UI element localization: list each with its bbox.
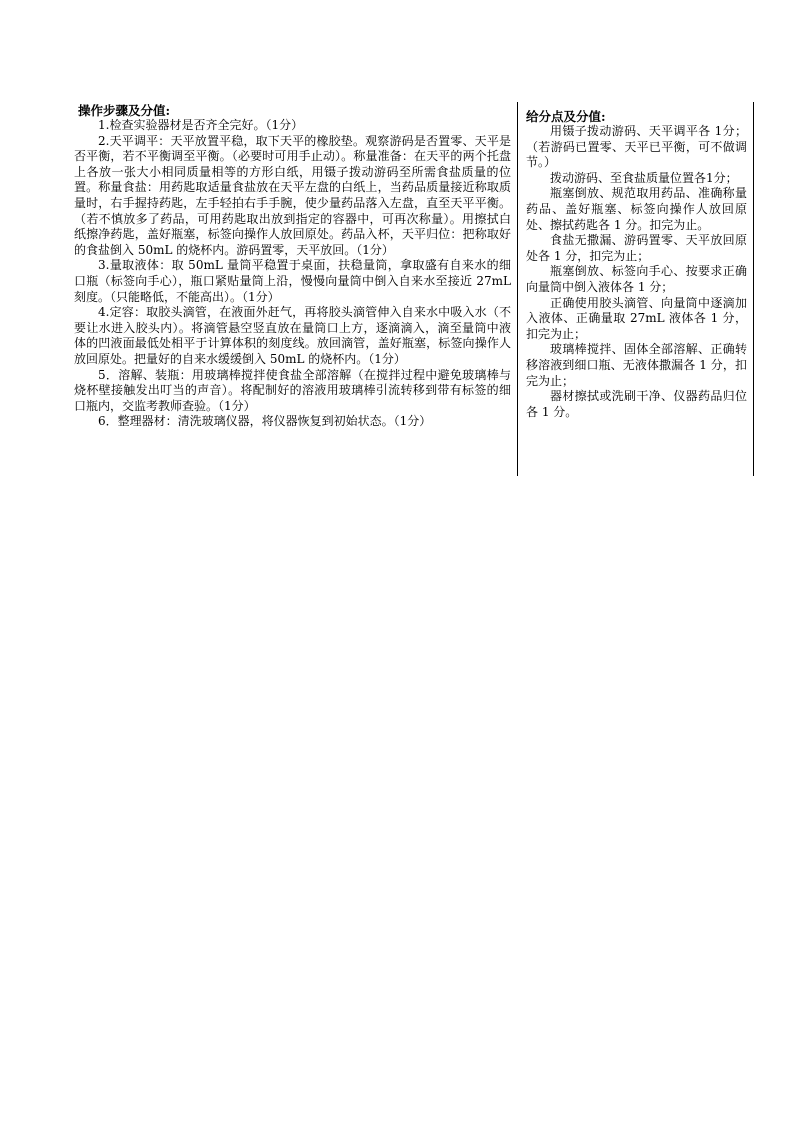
operation-steps-column (72, 102, 518, 476)
score-point-7: 玻璃棒搅拌、固体全部溶解、正确转移溶液到细口瓶、无液体撒漏各 1 分，扣完为止； (526, 342, 747, 388)
score-point-1: 用镊子拨动游码、天平调平各 1分；（若游码已置零、天平已平衡，可不做调节。） (526, 124, 747, 170)
scoring-points-heading: 给分点及分值: (526, 109, 606, 124)
scoring-table (72, 102, 754, 476)
score-point-5: 瓶塞倒放、标签向手心、按要求正确向量筒中倒入液体各 1 分； (526, 264, 747, 294)
step-1: 1.检查实验器材是否齐全完好。（1分） (98, 118, 304, 132)
step-3: 3.量取液体：取 50mL 量筒平稳置于桌面，扶稳量筒，拿取盛有自来水的细口瓶（标签向手心），瓶口紧贴量筒上沿，慢慢向量筒中倒入自来水至接近 27mL 刻度。（只能略低，不能高出）。（1分） (74, 258, 511, 304)
step-5: 5．溶解、装瓶：用玻璃棒搅拌使食盐全部溶解（在搅拌过程中避免玻璃棒与烧杯壁接触发出叮当的声音）。将配制好的溶液用玻璃棒引流转移到带有标签的细口瓶内，交监考教师查验。（1分） (74, 367, 511, 413)
score-point-8: 器材擦拭或洗刷干净、仪器药品归位各 1 分。 (526, 389, 747, 419)
step-4: 4.定容：取胶头滴管，在液面外赶气，再将胶头滴管伸入自来水中吸入水（不要让水进入胶头内）。将滴管悬空竖直放在量筒口上方，逐滴滴入，滴至量筒中液体的凹液面最低处相平于计算体积的刻度线。放回滴管，盖好瓶塞，标签向操作人放回原处。把量好的自来水缓缓倒入 50mL 的烧杯内。（1分） (74, 305, 511, 366)
operation-steps-heading: 操作步骤及分值: (78, 103, 171, 118)
scoring-points-column (518, 102, 754, 476)
step-6: 6．整理器材：清洗玻璃仪器，将仪器恢复到初始状态。（1分） (98, 414, 432, 429)
score-point-4: 食盐无撒漏、游码置零、天平放回原处各 1 分，扣完为止； (526, 233, 747, 263)
score-point-3: 瓶塞倒放、规范取用药品、准确称量药品、盖好瓶塞、标签向操作人放回原处、擦拭药匙各 1 分。扣完为止。 (526, 186, 747, 232)
score-point-6: 正确使用胶头滴管、向量筒中逐滴加入液体、正确量取 27mL 液体各 1 分，扣完为止； (526, 295, 747, 341)
step-2: 2.天平调平：天平放置平稳，取下天平的橡胶垫。观察游码是否置零、天平是否平衡，若不平衡调至平衡。（必要时可用手止动）。称量准备：在天平的两个托盘上各放一张大小相同质量相等的方形白纸，用镊子拨动游码至所需食盐质量的位置。称量食盐：用药匙取适量食盐放在天平左盘的白纸上，当药品质量接近称取质量时，右手握持药匙，左手轻拍右手手腕，使少量药品落入左盘，直至天平平衡。（若不慎放多了药品，可用药匙取出放到指定的容器中，可再次称量）。用擦拭白纸擦净药匙，盖好瓶塞，标签向操作人放回原处。药品入杯，天平归位：把称取好的食盐倒入 50mL 的烧杯内。游码置零，天平放回。（1分） (74, 133, 511, 257)
score-point-2: 拨动游码、至食盐质量位置各1分； (550, 170, 738, 185)
